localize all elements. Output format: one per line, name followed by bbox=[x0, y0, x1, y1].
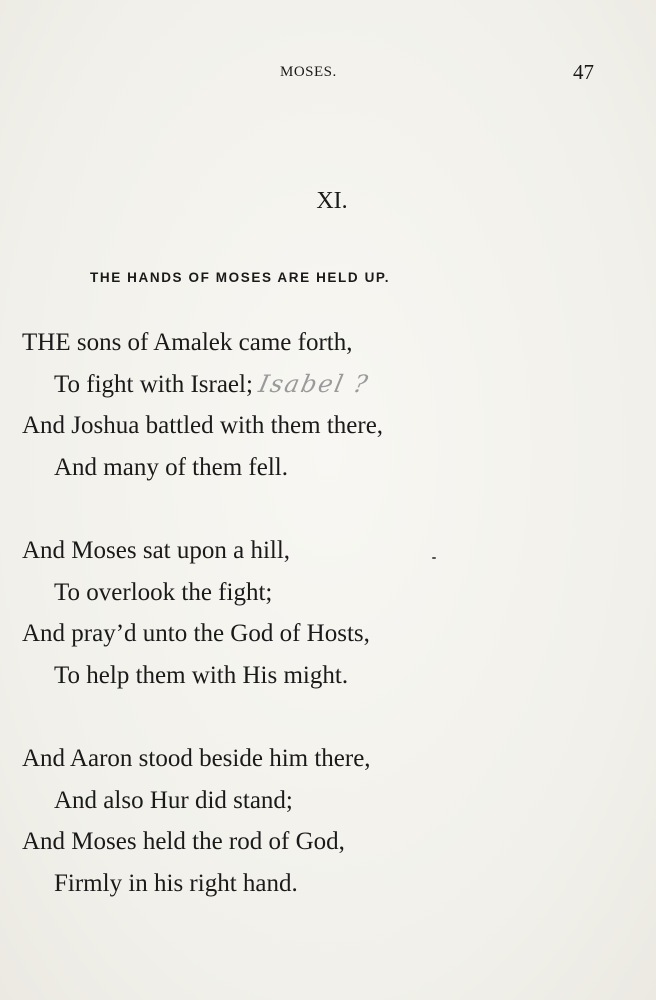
poem-line: And Joshua battled with them there, bbox=[22, 412, 384, 439]
poem-line: And Moses sat upon a hill, bbox=[22, 537, 291, 564]
poem-line: And Moses held the rod of God, bbox=[22, 828, 345, 855]
poem-line: And also Hur did stand; bbox=[54, 786, 293, 814]
poem bbox=[22, 322, 622, 904]
chapter-number: XI. bbox=[316, 188, 348, 214]
running-title: MOSES. bbox=[280, 64, 337, 80]
handwritten-annotation: Isabel ? bbox=[256, 369, 372, 398]
poem-line: To overlook the fight; bbox=[54, 578, 273, 606]
poem-line: To help them with His might. bbox=[54, 661, 349, 689]
poem-line: Firmly in his right hand. bbox=[54, 869, 298, 897]
poem-line: And pray’d unto the God of Hosts, bbox=[22, 620, 370, 647]
poem-line: And Aaron stood beside him there, bbox=[22, 745, 371, 772]
poem-line: And many of them fell. bbox=[54, 453, 288, 481]
stanza-3 bbox=[22, 738, 622, 904]
ink-speck bbox=[432, 557, 436, 559]
poem-line: THE sons of Amalek came forth, bbox=[22, 329, 353, 356]
page-number: 47 bbox=[573, 60, 594, 84]
poem-line-annotated bbox=[22, 364, 622, 406]
chapter-title: THE HANDS OF MOSES ARE HELD UP. bbox=[90, 270, 391, 285]
running-head bbox=[0, 60, 656, 84]
stanza-2 bbox=[22, 530, 622, 696]
poem-line-text: To fight with Israel; bbox=[54, 370, 253, 398]
stanza-1 bbox=[22, 322, 622, 488]
